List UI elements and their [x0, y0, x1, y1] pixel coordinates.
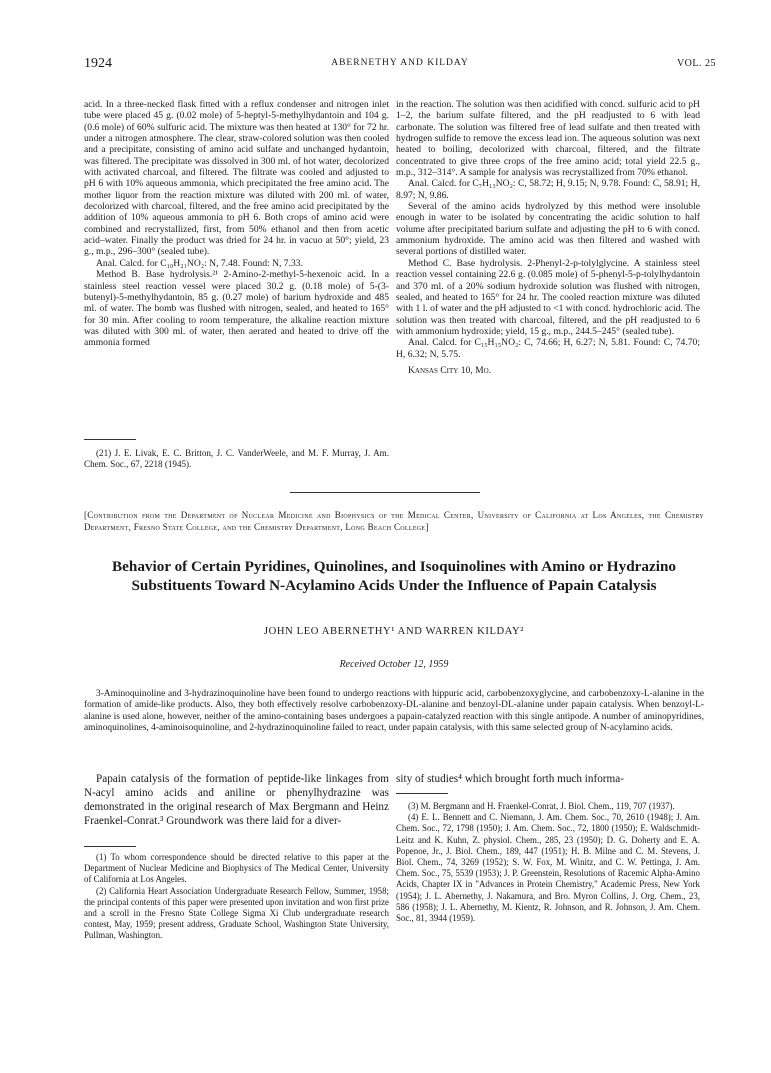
location: Kansas City 10, Mo.	[408, 364, 492, 376]
paragraph: in the reaction. The solution was then acidified with concd. sulfuric acid to pH 1–2, the barium sulfate filtered, and the pH readjusted to 6 with lead carbonate. The solution was filtered free of lead sulfate and then treated with hydrogen sulfide to remove the excess lead ion. The aqueous solution was next heated to boiling, decolorized with charcoal, filtered, and the filtrate concentrated to give three crops of the free amino acid; total yield 22.5 g., m.p., 312–314°. A sample for analysis was recrystallized from 70% ethanol.	[396, 99, 700, 179]
footnotes-right	[396, 801, 700, 924]
running-header	[84, 56, 716, 76]
footnote-21: (21) J. E. Livak, E. C. Britton, J. C. VanderWeele, and M. F. Murray, J. Am. Chem. Soc., 67, 2218 (1945).	[84, 448, 389, 469]
footnote-divider	[84, 439, 136, 440]
footnote-divider	[396, 793, 448, 794]
paragraph: Several of the amino acids hydrolyzed by this method were insoluble enough in water to be isolated by concentrating the acidic solution to half volume after precipitated barium sulfate and adjusting the pH to 6 with concd. ammonium hydroxide. The amino acid was then filtered and washed with several portions of distilled water.	[396, 201, 700, 258]
running-title: ABERNETHY AND KILDAY	[331, 58, 469, 68]
footnote-3: (3) M. Bergmann and H. Fraenkel-Conrat, J. Biol. Chem., 119, 707 (1937).	[408, 801, 675, 811]
section-divider	[290, 492, 480, 493]
footnotes-left	[84, 852, 389, 942]
paragraph: acid. In a three-necked flask fitted with a reflux condenser and nitrogen inlet tube were placed 45 g. (0.02 mole) of 5-heptyl-5-methylhydantoin and 104 g. (0.6 mole) of 60% sulfuric acid. The mixture was then heated at 130° for 72 hr. under a nitrogen atmosphere. The clear, straw-colored solution was then cooled and a precipitate, consisting of amino acid sulfate and unchanged hydantoin, was filtered. The precipitate was dissolved in 300 ml. of hot water, decolorized with activated charcoal, and filtered. The filtrate was cooled and adjusted to pH 6 with 10% aqueous ammonia, which precipitated the free amino acid. The mother liquor from the reaction mixture was diluted with 200 ml. of water, decolorized with charcoal, filtered, and the free amino acid precipitated by the addition of 10% aqueous ammonia to pH 6. Both crops of amino acid were combined and recrystallized, first, from 50% ethanol and then from acetic acid–water. Finally the product was dried for 24 hr. in vacuo at 50°; yield, 23 g., m.p., 296–300° (sealed tube).	[84, 99, 389, 258]
experimental-right-column	[396, 99, 700, 376]
paragraph: Method C. Base hydrolysis. 2-Phenyl-2-p-tolylglycine. A stainless steel reaction vessel containing 22.6 g. (0.085 mole) of 5-phenyl-5-p-tolylhydantoin and 370 ml. of a 20% sodium hydroxide solution was flushed with nitrogen, sealed, and heated to 165° for 24 hr. The cooled reaction mixture was diluted with 1 l. of water and the pH adjusted to <1 with concd. hydrochloric acid. The solution was then treated with charcoal, filtered, and the pH readjusted to 6 with ammonium hydroxide; yield, 15 g., m.p., 244.5–245° (sealed tube).	[396, 257, 700, 337]
page-number: 1924	[84, 56, 112, 71]
analysis-line: Anal. Calcd. for C₁₅H₁₅NO₂: C, 74.66; H, 6.27; N, 5.81. Found: C, 74.70; H, 6.32; N, 5.75.	[396, 337, 700, 360]
abstract: 3-Aminoquinoline and 3-hydrazinoquinoline have been found to undergo reactions with hippuric acid, carbobenzoxyglycine, and carbobenzoxy-L-alanine in the formation of amide-like products. Also, they both effectively resolve carbobenzoxy-DL-alanine and benzoyl-DL-alanine under papain catalysis. When benzoyl-L-alanine is used alone, however, neither of the amino-containing bases undergoes a papain-catalyzed reaction with this single antipode. A number of aminopyridines, aminoquinolines, 4-aminoisoquinoline, and 2-hydrazinoquinoline failed to react, under papain catalysis, with this same selected group of N-acylamino acids.	[84, 689, 704, 734]
analysis-line: Anal. Calcd. for C₁₀H₂₁NO₂: N, 7.48. Found: N, 7.33.	[96, 257, 303, 269]
affiliation: [Contribution from the Department of Nuclear Medicine and Biophysics of the Medical Center, University of California at Los Angeles, the Chemistry Department, Fresno State College, and the Chemistry Department, Long Beach College]	[84, 510, 704, 532]
paragraph: Method B. Base hydrolysis.²¹ 2-Amino-2-methyl-5-hexenoic acid. In a stainless steel reaction vessel were placed 30.2 g. (0.18 mole) of 5-(3-butenyl)-5-methylhydantoin, 85 g. (0.27 mole) of barium hydroxide and 485 ml. of water. The bomb was flushed with nitrogen, sealed, and heated to 165° for 30 min. After cooling to room temperature, the alkaline reaction mixture was diluted with 300 ml. of water, then aerated and heated to drive off the ammonia formed	[84, 269, 389, 349]
volume-label: VOL. 25	[676, 58, 716, 69]
article-title: Behavior of Certain Pyridines, Quinolines, and Isoquinolines with Amino or Hydrazino Substituents Toward N-Acylamino Acids Under the Influence of Papain Catalysis	[112, 558, 676, 594]
analysis-line: Anal. Calcd. for C₇H₁₃NO₂: C, 58.72; H, 9.15; N, 9.78. Found: C, 58.91; H, 8.97; N, 9.86.	[396, 178, 700, 201]
footnote-1: (1) To whom correspondence should be directed relative to this paper at the Department of Nuclear Medicine and Biophysics of The Medical Center, University of California at Los Angeles.	[84, 852, 389, 885]
body-text-right: sity of studies⁴ which brought forth much informa-	[396, 773, 624, 785]
body-text-left: Papain catalysis of the formation of peptide-like linkages from N-acyl amino acids and aniline or phenylhydrazine was demonstrated in the original research of Max Bergmann and Heinz Fraenkel-Conrat.³ Groundwork was there laid for a diver-	[84, 773, 389, 827]
experimental-left-column	[84, 99, 389, 349]
footnote-2: (2) California Heart Association Undergraduate Research Fellow, Summer, 1958; the principal contents of this paper were presented upon invitation and won first prize and a scroll in the Fresno State College Sigma Xi Club undergraduate research contest, May, 1959; present address, Graduate School, Washington State University, Pullman, Washington.	[84, 885, 389, 941]
footnote-divider	[84, 846, 136, 847]
authors: JOHN LEO ABERNETHY¹ AND WARREN KILDAY²	[263, 626, 525, 637]
footnote-4: (4) E. L. Bennett and C. Niemann, J. Am. Chem. Soc., 70, 2610 (1948); J. Am. Chem. Soc., 72, 1798 (1950); J. Am. Chem. Soc., 72, 1800 (1950); E. Waldschmidt-Leitz and K. Kuhn, Z. physiol. Chem., 285, 23 (1950); D. G. Doherty and E. A. Popenoe, Jr., J. Biol. Chem., 189, 447 (1951); H. B. Milne and C. M. Stevens, J. Biol. Chem., 74, 3269 (1952); S. W. Fox, M. Winitz, and C. W. Pettinga, J. Am. Chem. Soc., 75, 5539 (1953); J. P. Greenstein, Resolutions of Racemic Alpha-Amino Acids, Chapter IX in "Advances in Protein Chemistry," Academic Press, New York (1954); J. L. Abernethy, J. Nakamura, and Bro. Myron Collins, J. Org. Chem., 23, 586 (1958); J. L. Abernethy, M. Kientz, R. Johnson, and R. Johnson, J. Am. Chem. Soc., 81, 3944 (1959).	[396, 812, 700, 924]
received-date: Received October 12, 1959	[339, 659, 449, 670]
